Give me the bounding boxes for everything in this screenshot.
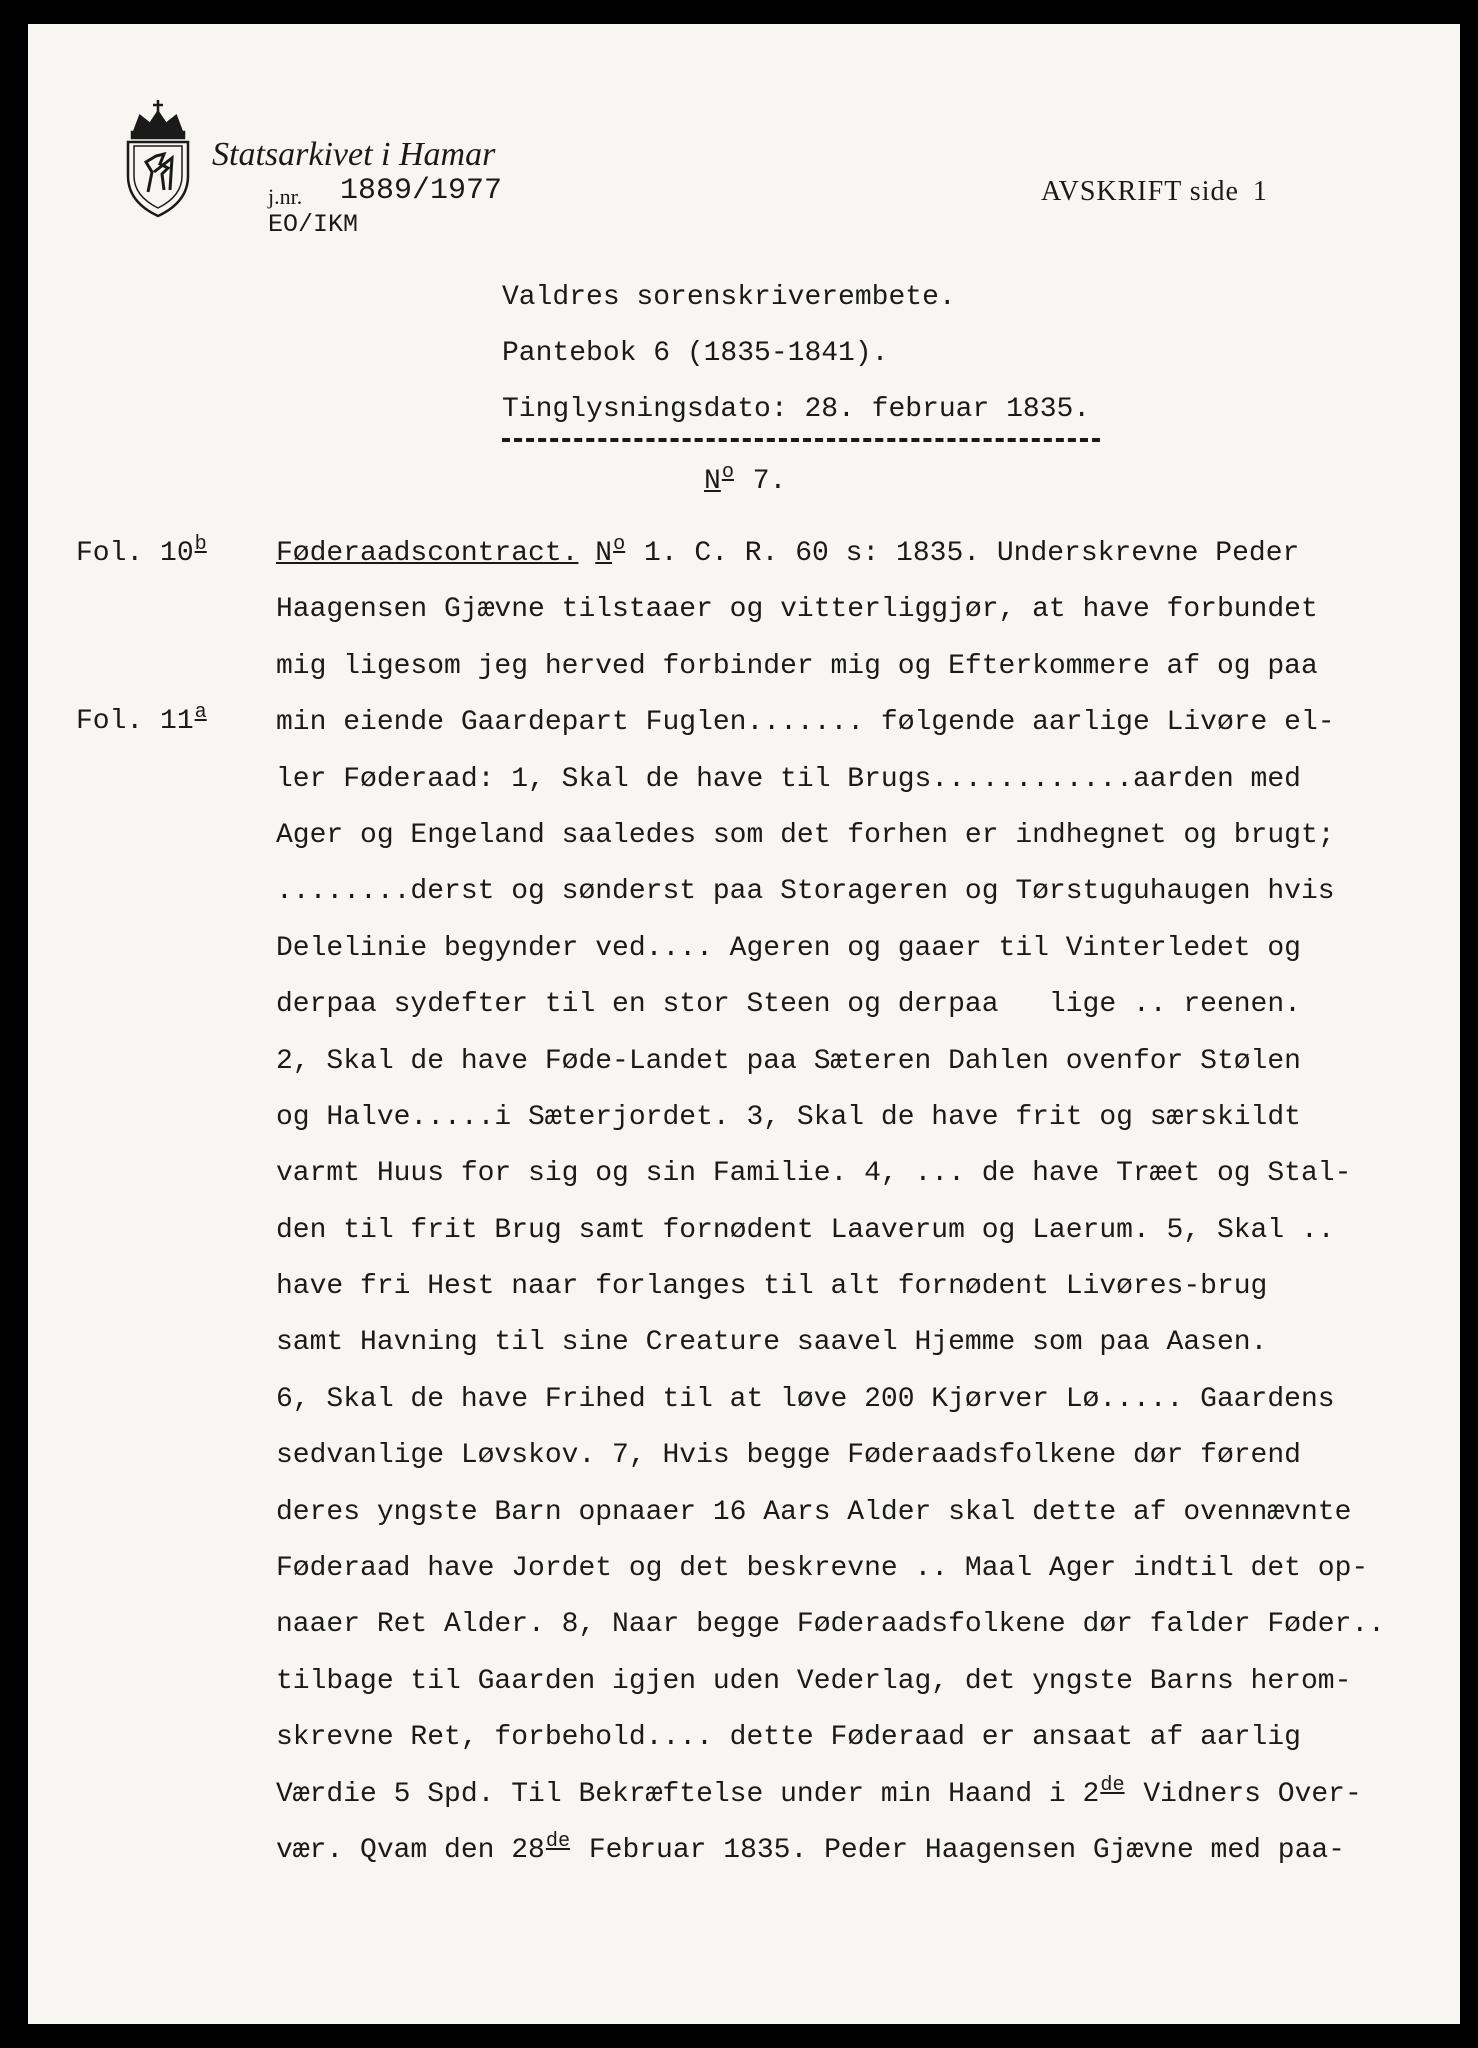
text-line: naaer Ret Alder. 8, Naar begge Føderaadsfolkene dør falder Føder.. xyxy=(276,1609,1385,1641)
text-segment: Værdie 5 Spd. Til Bekræftelse under min Haand i 2 xyxy=(276,1778,1100,1810)
text-line: min eiende Gaardepart Fuglen....... følgende aarlige Livøre el- xyxy=(276,707,1335,739)
coat-of-arms-icon xyxy=(120,98,196,220)
text-line xyxy=(276,1775,1385,1831)
text-line: sedvanlige Løvskov. 7, Hvis begge Føderaadsfolkene dør førend xyxy=(276,1440,1301,1472)
folio-1-sup: b xyxy=(194,532,207,556)
journal-number: 1889/1977 xyxy=(340,174,503,208)
text-line: derpaa sydefter til en stor Steen og derpaa lige .. reenen. xyxy=(276,989,1301,1021)
registration-date: Tinglysningsdato: 28. februar 1835. xyxy=(502,394,1091,425)
entry-number-value: 7. xyxy=(735,466,787,497)
ordinal-sup: de xyxy=(1100,1773,1125,1797)
folio-1-text: Fol. 10 xyxy=(76,538,194,569)
text-segment: 1. C. R. 60 s: 1835. Underskrevne Peder xyxy=(627,538,1300,569)
text-line: Føderaad have Jordet og det beskrevne .. Maal Ager indtil det op- xyxy=(276,1553,1369,1585)
text-line: Ager og Engeland saaledes som det forhen er indhegnet og brugt; xyxy=(276,819,1335,851)
text-line: varmt Huus for sig og sin Familie. 4, ... de have Træet og Stal- xyxy=(276,1158,1352,1190)
text-segment: Vidners Over- xyxy=(1126,1778,1362,1810)
text-line: Haagensen Gjævne tilstaaer og vitterliggjør, at have forbundet xyxy=(276,594,1318,626)
dashed-divider xyxy=(502,438,1100,442)
transcript-page-number: 1 xyxy=(1252,176,1268,207)
text-segment: vær. Qvam den 28 xyxy=(276,1834,545,1866)
number-prefix: N xyxy=(595,538,613,569)
text-line: Delelinie begynder ved.... Ageren og gaaer til Vinterledet og xyxy=(276,932,1301,964)
text-line: 2, Skal de have Føde-Landet paa Sæteren Dahlen ovenfor Stølen xyxy=(276,1045,1301,1077)
text-line: deres yngste Barn opnaaer 16 Aars Alder skal dette af ovennævnte xyxy=(276,1496,1352,1528)
transcript-page-label xyxy=(1041,176,1268,208)
folio-marker-1 xyxy=(76,532,209,569)
ordinal-sup: de xyxy=(545,1829,571,1853)
text-line: ler Føderaad: 1, Skal de have til Brugs............aarden med xyxy=(276,763,1301,795)
text-line: den til frit Brug samt fornødent Laaverum og Laerum. 5, Skal .. xyxy=(276,1214,1335,1246)
folio-2-text: Fol. 11 xyxy=(76,706,194,737)
folio-marker-2 xyxy=(76,700,209,737)
text-line: og Halve.....i Sæterjordet. 3, Skal de have frit og særskildt xyxy=(276,1101,1301,1133)
text-line xyxy=(276,534,1385,590)
text-line xyxy=(276,1831,1385,1887)
text-segment: Februar 1835. Peder Haagensen Gjævne med paa- xyxy=(572,1834,1345,1866)
number-sup: o xyxy=(613,532,626,556)
text-line: mig ligesom jeg herved forbinder mig og Efterkommere af og paa xyxy=(276,650,1318,682)
contract-title: Føderaadscontract. xyxy=(276,538,579,569)
court-district: Valdres sorenskriverembete. xyxy=(502,282,956,313)
document-page xyxy=(28,24,1460,2024)
folio-2-sup: a xyxy=(194,700,207,724)
mortgage-book: Pantebok 6 (1835-1841). xyxy=(502,338,889,369)
text-line: samt Havning til sine Creature saavel Hjemme som paa Aasen. xyxy=(276,1327,1268,1359)
text-line: 6, Skal de have Frihed til at løve 200 Kjørver Lø..... Gaardens xyxy=(276,1383,1335,1415)
institution-name: Statsarkivet i Hamar xyxy=(212,136,496,173)
entry-number-sup: o xyxy=(721,460,734,484)
transcript-body xyxy=(276,534,1385,1887)
journal-number-label: j.nr. xyxy=(268,184,303,209)
text-line: skrevne Ret, forbehold.... dette Føderaad er ansaat af aarlig xyxy=(276,1722,1301,1754)
clerk-initials: EO/IKM xyxy=(268,210,359,239)
text-line: have fri Hest naar forlanges til alt fornødent Livøres-brug xyxy=(276,1271,1268,1303)
text-line: tilbage til Gaarden igjen uden Vederlag, det yngste Barns herom- xyxy=(276,1665,1352,1697)
transcript-label: AVSKRIFT side xyxy=(1041,176,1239,207)
entry-number-prefix: N xyxy=(704,466,721,497)
entry-number xyxy=(704,460,787,497)
text-line: ........derst og sønderst paa Storageren og Tørstuguhaugen hvis xyxy=(276,876,1335,908)
